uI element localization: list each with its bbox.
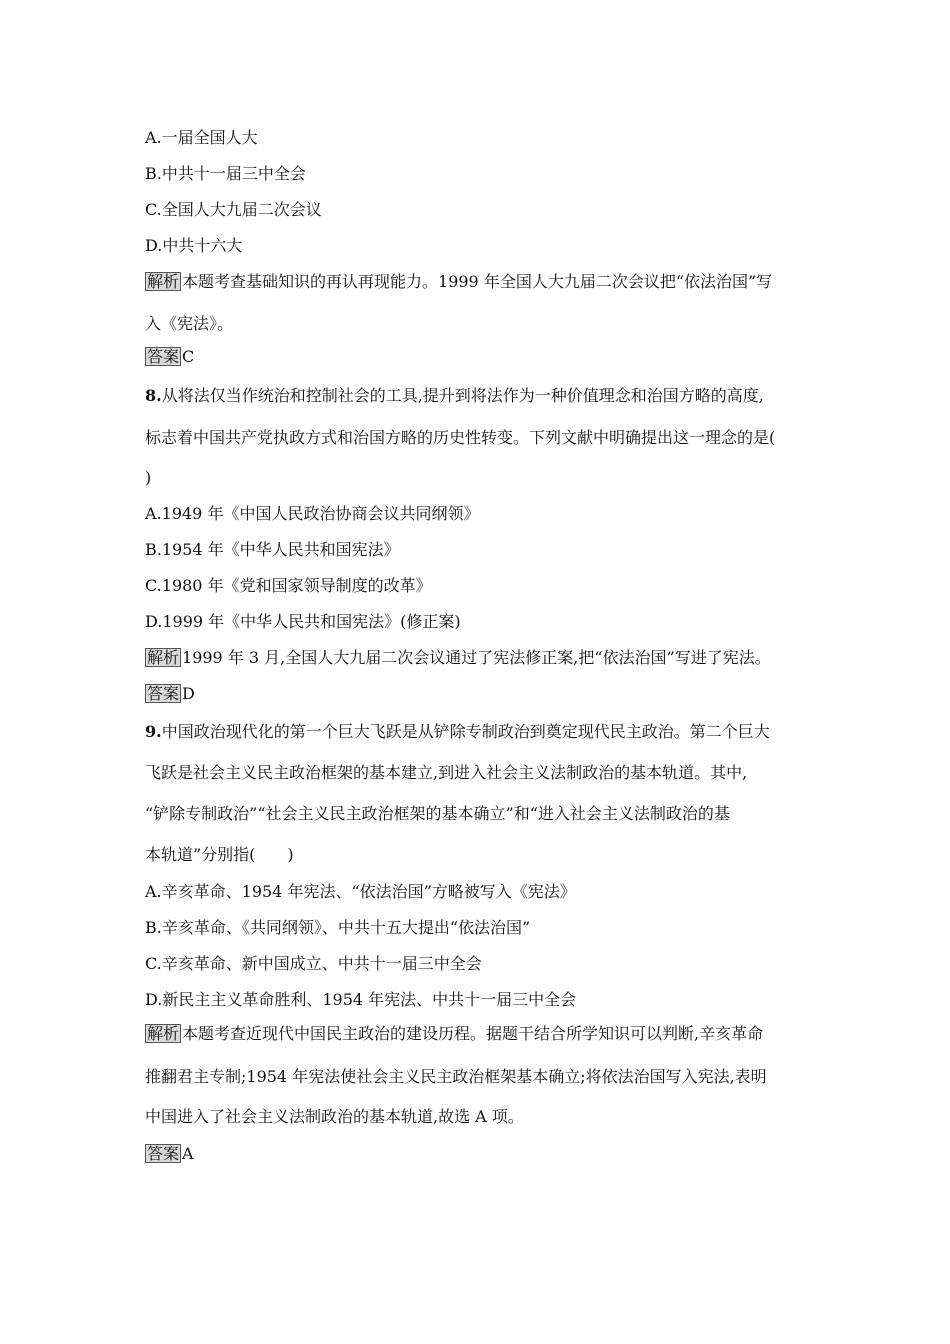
q9-option-b: B.辛亥革命、《共同纲领》、中共十五大提出“依法治国”: [145, 918, 531, 937]
q7-option-c: C.全国人大九届二次会议: [145, 200, 322, 219]
q9-answer-value: A: [182, 1144, 194, 1163]
analysis-tag: 解析: [147, 1024, 180, 1043]
analysis-tag: 解析: [147, 648, 180, 667]
q8-answer-value: D: [182, 684, 195, 703]
q9-option-c: C.辛亥革命、新中国成立、中共十一届三中全会: [145, 954, 482, 973]
q8-stem-line-1: [145, 386, 764, 406]
q8-option-b: B.1954 年《中华人民共和国宪法》: [145, 540, 400, 559]
q8-number: 8.: [145, 386, 162, 405]
q8-stem-text: 从将法仅当作统治和控制社会的工具,提升到将法作为一种价值理念和治国方略的高度,: [161, 386, 764, 405]
q8-stem-line-3: ): [145, 468, 152, 487]
q7-analysis-text: 本题考查基础知识的再认再现能力。1999 年全国人大九届二次会议把“依法治国”写: [182, 272, 773, 291]
q9-stem-line-1: [145, 722, 770, 742]
q9-analysis-line-2: 推翻君主专制;1954 年宪法使社会主义民主政治框架基本确立;将依法治国写入宪法,表明: [145, 1067, 767, 1086]
answer-tag: 答案: [147, 1144, 180, 1163]
q8-stem-line-2: 标志着中国共产党执政方式和治国方略的历史性转变。下列文献中明确提出这一理念的是(: [145, 428, 776, 447]
answer-tag: 答案: [147, 684, 180, 703]
q8-option-a: A.1949 年《中国人民政治协商会议共同纲领》: [145, 504, 480, 523]
q7-answer: [145, 347, 194, 367]
q7-option-b: B.中共十一届三中全会: [145, 164, 306, 183]
q9-number: 9.: [145, 722, 162, 741]
q9-analysis-text: 本题考查近现代中国民主政治的建设历程。据题干结合所学知识可以判断,辛亥革命: [182, 1024, 764, 1043]
q9-answer: [145, 1144, 194, 1164]
q9-stem-text: 中国政治现代化的第一个巨大飞跃是从铲除专制政治到奠定现代民主政治。第二个巨大: [161, 722, 770, 741]
q9-option-d: D.新民主主义革命胜利、1954 年宪法、中共十一届三中全会: [145, 990, 577, 1009]
q9-option-a: A.辛亥革命、1954 年宪法、“依法治国”方略被写入《宪法》: [145, 882, 576, 901]
q8-analysis-line-1: [145, 648, 771, 668]
q7-answer-value: C: [182, 347, 195, 366]
q7-analysis-line-1: [145, 272, 772, 292]
q8-option-c: C.1980 年《党和国家领导制度的改革》: [145, 576, 432, 595]
q9-analysis-line-3: 中国进入了社会主义法制政治的基本轨道,故选 A 项。: [145, 1107, 524, 1126]
q8-answer: [145, 684, 195, 704]
q9-stem-line-4: 本轨道”分别指( ): [145, 845, 294, 864]
q9-stem-line-2: 飞跃是社会主义民主政治框架的基本建立,到进入社会主义法制政治的基本轨道。其中,: [145, 763, 748, 782]
q8-option-d: D.1999 年《中华人民共和国宪法》(修正案): [145, 612, 461, 631]
q9-analysis-line-1: [145, 1024, 763, 1044]
q7-option-a: A.一届全国人大: [145, 128, 258, 147]
q7-option-d: D.中共十六大: [145, 236, 243, 255]
answer-tag: 答案: [147, 347, 180, 366]
q7-analysis-line-2: 入《宪法》。: [145, 314, 234, 333]
analysis-tag: 解析: [147, 272, 180, 291]
q8-analysis-text: 1999 年 3 月,全国人大九届二次会议通过了宪法修正案,把“依法治国”写进了宪法。: [182, 648, 771, 667]
q9-stem-line-3: “铲除专制政治”“社会主义民主政治框架的基本确立”和“进入社会主义法制政治的基: [145, 804, 730, 823]
